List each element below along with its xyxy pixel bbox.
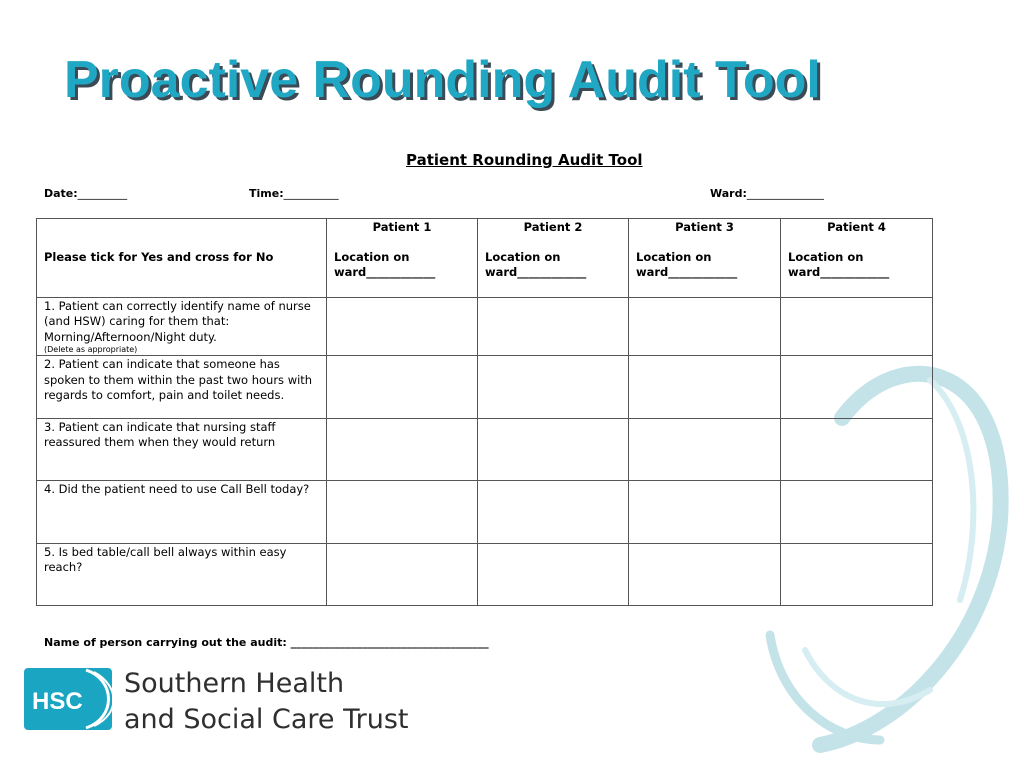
answer-cell[interactable] (478, 356, 629, 418)
org-line-1: Southern Health (124, 668, 345, 699)
patient-4-location: Location on ward____________ (788, 249, 890, 279)
ward-label: Ward: (710, 187, 747, 200)
date-field (44, 187, 127, 200)
answer-cell[interactable] (781, 356, 933, 418)
answer-cell[interactable] (327, 356, 478, 418)
question-2: 2. Patient can indicate that someone has spoken to them within the past two hours with regards to comfort, pain and toilet needs. (37, 356, 327, 418)
organisation-name (124, 666, 409, 738)
question-1-note: (Delete as appropriate) (44, 345, 138, 354)
answer-cell[interactable] (629, 297, 781, 356)
hsc-logo-text: HSC (32, 688, 83, 715)
patient-4-header (781, 219, 933, 298)
table-row (37, 297, 933, 356)
auditor-blank: ____________________________________ (290, 636, 489, 649)
form-title: Patient Rounding Audit Tool (406, 151, 643, 169)
patient-3-name: Patient 3 (675, 220, 734, 234)
answer-cell[interactable] (629, 356, 781, 418)
answer-cell[interactable] (327, 481, 478, 543)
slide-title: Proactive Rounding Audit Tool (64, 51, 821, 109)
audit-table (36, 218, 933, 606)
patient-3-location: Location on ward____________ (636, 249, 738, 279)
answer-cell[interactable] (629, 481, 781, 543)
answer-cell[interactable] (327, 297, 478, 356)
question-5: 5. Is bed table/call bell always within easy reach? (37, 543, 327, 605)
question-4: 4. Did the patient need to use Call Bell today? (37, 481, 327, 543)
time-blank: __________ (283, 187, 339, 200)
answer-cell[interactable] (478, 418, 629, 480)
time-field (249, 187, 339, 200)
question-1-text: 1. Patient can correctly identify name of nurse (and HSW) caring for them that: Morning/Afternoon/Night duty. (44, 298, 311, 344)
ward-blank: ______________ (746, 187, 824, 200)
answer-cell[interactable] (781, 543, 933, 605)
table-row (37, 543, 933, 605)
answer-cell[interactable] (629, 543, 781, 605)
table-row (37, 356, 933, 418)
answer-cell[interactable] (478, 297, 629, 356)
answer-cell[interactable] (478, 481, 629, 543)
answer-cell[interactable] (781, 481, 933, 543)
patient-2-location: Location on ward____________ (485, 249, 587, 279)
answer-cell[interactable] (327, 543, 478, 605)
ward-field (710, 187, 824, 200)
org-line-2: and Social Care Trust (124, 704, 409, 735)
table-row (37, 481, 933, 543)
table-row (37, 418, 933, 480)
date-blank: _________ (77, 187, 128, 200)
answer-cell[interactable] (478, 543, 629, 605)
patient-1-name: Patient 1 (372, 220, 432, 234)
answer-cell[interactable] (629, 418, 781, 480)
answer-cell[interactable] (781, 297, 933, 356)
patient-2-header (478, 219, 629, 298)
auditor-label: Name of person carrying out the audit: (44, 636, 287, 649)
patient-1-header (327, 219, 478, 298)
question-3: 3. Patient can indicate that nursing staff reassured them when they would return (37, 418, 327, 480)
question-1 (37, 297, 327, 356)
patient-1-location: Location on ward____________ (334, 249, 436, 279)
table-header-row (37, 219, 933, 298)
date-label: Date: (44, 187, 78, 200)
auditor-field (44, 636, 489, 649)
instruction-cell: Please tick for Yes and cross for No (37, 219, 327, 298)
answer-cell[interactable] (327, 418, 478, 480)
patient-3-header (629, 219, 781, 298)
hsc-logo (24, 668, 112, 730)
patient-2-name: Patient 2 (523, 220, 583, 234)
answer-cell[interactable] (781, 418, 933, 480)
patient-4-name: Patient 4 (827, 220, 886, 234)
time-label: Time: (249, 187, 284, 200)
